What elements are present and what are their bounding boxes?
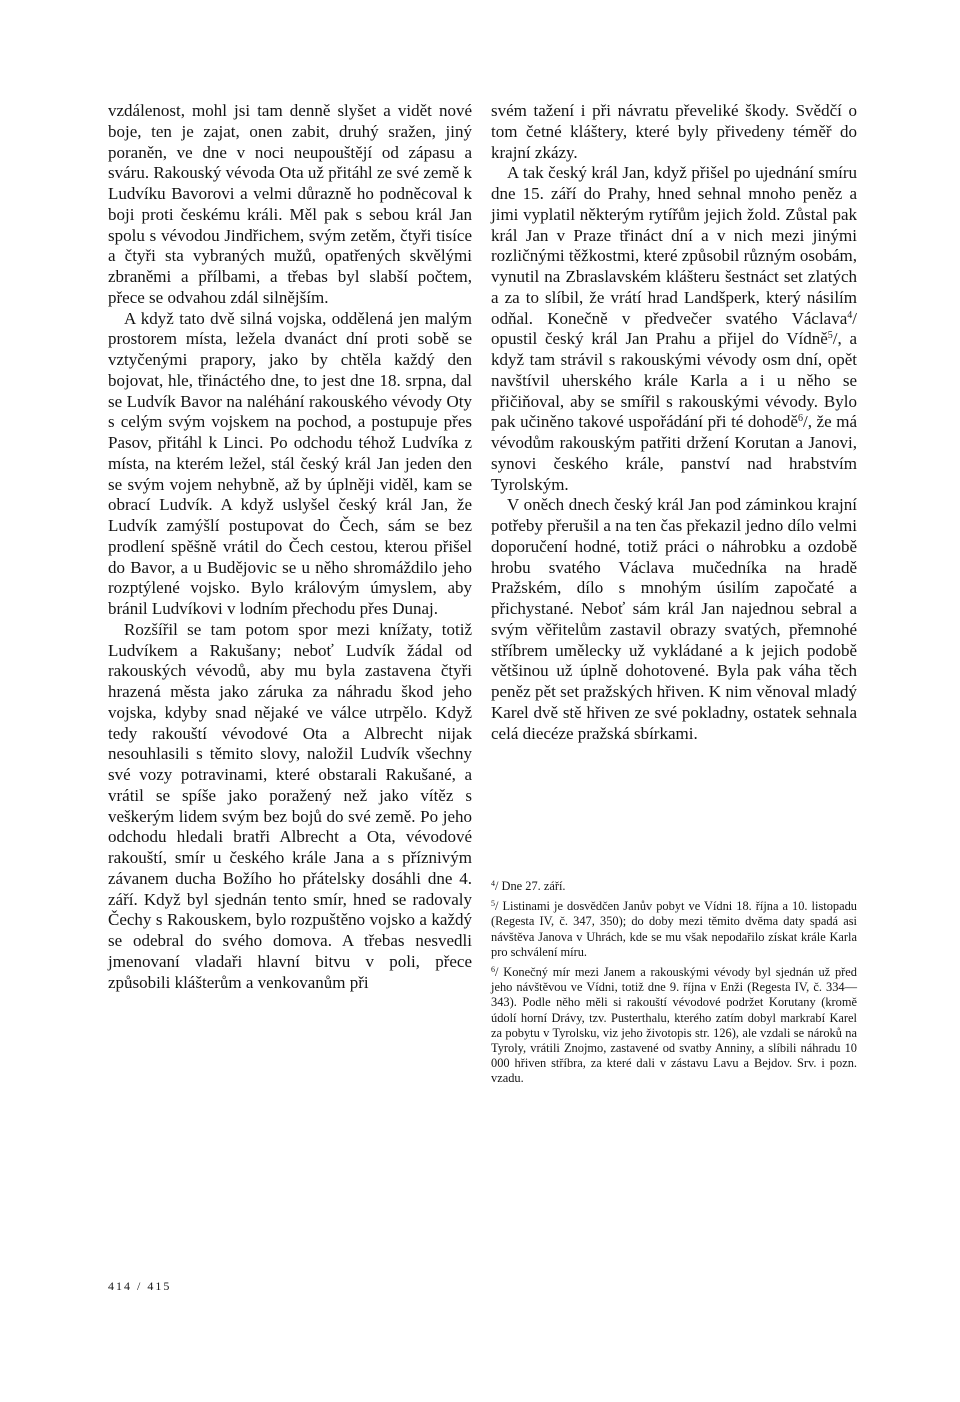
text-run: /, a když tam strávil s rakouskými vévody osm dní, opět navštívil uherského krále Karla a i u něho se přičiňoval, aby se smířil s rakouskými vévody. Bylo pak učiněno takové uspořádání při té dohodě — [491, 329, 857, 432]
paragraph: vzdálenost, mohl jsi tam denně slyšet a vidět nové boje, ten je zajat, onen zabit, druhý sražen, jiný poraněn, ve dne v noci neupouštějí od zápasu a sváru. Rakouský vévoda Ota už přitáhl ze své země k Ludvíku Bavorovi a velmi důrazně ho podněcoval k boji proti českému králi. Měl pak s sebou král Jan spolu s vévodou Jindřichem, svým zetěm, čtyři tisíce a čtyři sta vybraných mužů, opatřených skvělými zbraněmi a přílbami, a třebas byl slabší počtem, přece se odvahou zdál silnějším. — [108, 101, 472, 307]
text-run: A tak český král Jan, když přišel po ujednání smíru dne 15. září do Prahy, hned sehnal mnoho peněz a jimi vyplatil některým rytířům jejich žold. Zůstal pak král Jan v Praze třináct dní a v nich mezi jinými rozličnými těžkostmi, které způsobil různým osobám, vynutil na Zbraslavském klášteru šestnáct set zlatých a za to slíbil, že vrátí hrad Landšperk, který násilím odňal. Konečně v předvečer svatého Václava — [491, 163, 857, 328]
footnote-text: / Konečný mír mezi Janem a rakouskými vévody byl sjednán už před jeho návštěvou ve Vídni, totiž dne 9. října v Enži (Regesta IV, č. 334—343). Podle něho měli si rakouští vévodové podržet Korutany (kromě údolí horní Drávy, tzv. Pusterthalu, kterého zatím dobyl markrabí Karel za pobytu v Tyrolsku, viz jeho životopis str. 126), ale vzdali se nároků na Tyroly, vrátili Znojmo, zastavené od svatby Anniny, a slíbili náhradu 10 000 hřiven stříbra, za které dali v zástavu Lavu a Bejdov. Srv. i pozn. vzadu. — [491, 965, 857, 1086]
page-number: 414 / 415 — [108, 1279, 172, 1293]
paragraph: V oněch dnech český král Jan pod záminkou krajní potřeby přerušil a na ten čas překazil jedno dílo velmi doporučení hodné, totiž práci o náhrobku a ozdobě hrobu svatého Václava mučedníka na hradě Pražském, dílo s mnohým úsilím započaté a přichystané. Neboť sám král Jan najednou sebral a svým věřitelům zastavil obrazy svatých, přemnohé stříbrem umělecky už vykládané a k jejich podobě většinou už úplně dohotovené. Byla pak váha těch peněz pět set pražských hřiven. K nim věnoval mladý Karel dvě stě hřiven ze své pokladny, ostatek sehnala celá diecéze pražská sbírkami. — [491, 495, 857, 743]
footnote-ref[interactable]: 5 — [827, 330, 833, 342]
footnote-number: 6 — [491, 965, 495, 975]
footnote-number: 4 — [491, 879, 495, 888]
footnote-number: 5 — [491, 899, 495, 909]
footnote — [491, 876, 857, 894]
right-text-column — [491, 101, 857, 744]
paragraph — [491, 163, 857, 495]
text-run: /, že má vévodům rakouským patřiti držení Korutan a Janovi, synovi českého krále, panství nad hrabstvím Tyrolským. — [491, 412, 857, 494]
footnote-text: / Listinami je dosvědčen Janův pobyt ve Vídni 18. října a 10. listopadu (Regesta IV, č. 347, 350); do doby mezi těmito dvěma daty spadá asi návštěva Janova v Uhrách, kde se mu však nepodařilo získat krále Karla pro schválení míru. — [491, 899, 857, 959]
footnote-ref[interactable]: 6 — [797, 413, 803, 425]
paragraph: A když tato dvě silná vojska, oddělená jen malým prostorem místa, ležela dvanáct dní proti sobě se vztyčenými prapory, jako by chtěla každý den bojovat, hle, třináctého dne, to jest dne 18. srpna, dal se Ludvík Bavor na naléhání rakouského vévody Oty s celým svým vojskem na pochod, a postupuje přes Pasov, přitáhl k Linci. Po odchodu téhož Ludvíka z místa, na kterém ležel, stál český král Jan jeden den se svým vojem nehybně, až by úplněji viděl, kam se obrací Ludvík. A když uslyšel český král Jan, že Ludvík zamýšlí postupovat do Čech, sám se bez prodlení spěšně vrátil do Čech cestou, kterou přišel do Bavor, a u Budějovic se u něho shromáždilo jeho rozptýlené vojsko. Bylo královým úmyslem, aby bránil Ludvíkovi v lodním přechodu přes Dunaj. — [108, 308, 472, 618]
footnote-text: / Dne 27. září. — [495, 879, 566, 893]
text-run: / opustil český král Jan Prahu a přijel do Vídně — [491, 308, 857, 349]
paragraph: Rozšířil se tam potom spor mezi knížaty, totiž Ludvíkem a Rakušany; neboť Ludvík žádal od rakouských vévodů, aby mu byla zastavena čtyři hrazená města jako záruka za náhradu škod jeho vojska, kdyby snad nějaké ve válce utrpělo. Když tedy rakouští vévodové Ota a Albrecht nijak nesouhlasili s těmito slovy, naložil Ludvík všechny své vozy potravinami, které obstarali Rakušané, a vrátil se spíše jako poražený než jako vítěz s veškerým lidem svým bez bojů do své země. Po jeho odchodu hledali bratři Albrecht a Ota, vévodové rakouští, smír u českého krále Jana a s příznivým závanem ducha Božího ho přátelsky dosáhli dne 4. září. Když byl sjednán tento smír, hned se radovaly Čechy s Rakouskem, bylo rozpuštěno vojsko a každý se odebral do svého domova. A třebas nesvedli jmenovaní vladaři hlavní bitvu v poli, přece způsobili klášterům a venkovanům při — [108, 619, 472, 992]
left-text-column — [108, 101, 472, 993]
footnote-ref[interactable]: 4 — [847, 309, 853, 321]
paragraph: svém tažení i při návratu převeliké škody. Svědčí o tom četné kláštery, které byly přivedeny téměř do krajní zkázy. — [491, 101, 857, 162]
footnotes — [491, 876, 857, 1089]
footnote — [491, 962, 857, 1087]
footnote — [491, 896, 857, 960]
